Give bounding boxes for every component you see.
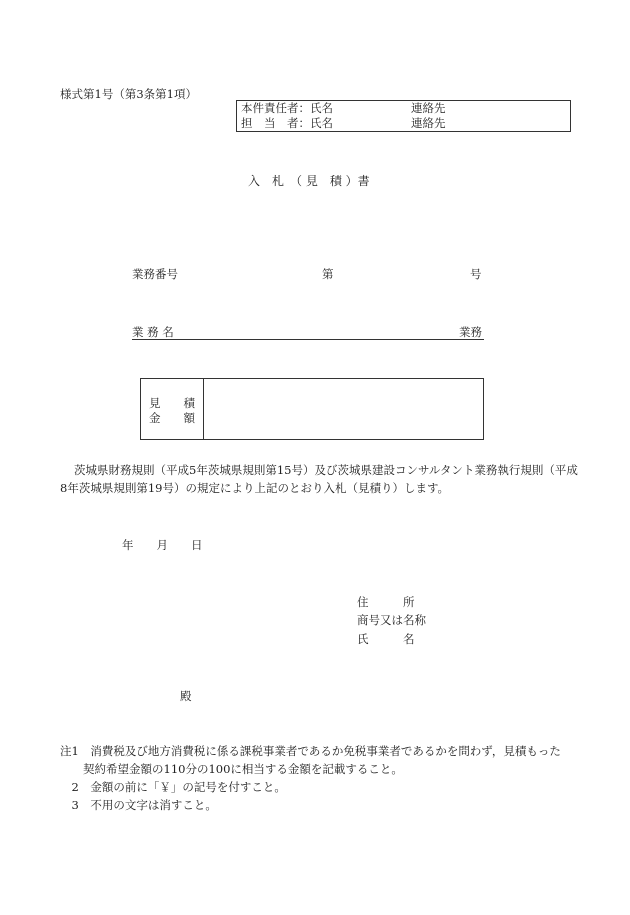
staff-contact-label: 連絡先 [411, 116, 446, 130]
form-number: 様式第1号（第3条第1項） [60, 87, 197, 101]
amount-divider [203, 379, 204, 439]
business-number-suffix: 号 [470, 267, 482, 281]
document-title: 入 札 （ 見 積 ）書 [248, 174, 370, 188]
note-line: 3 不用の文字は消すこと。 [60, 798, 217, 812]
note-line: 2 金額の前に「￥」の記号を付すこと。 [60, 780, 286, 794]
responsible-contact-label: 連絡先 [411, 101, 446, 115]
applicant-name-label: 氏 名 [357, 632, 415, 646]
responsible-name-label: 本件責任者：氏名 [241, 101, 333, 115]
amount-box [140, 378, 484, 440]
statement-paragraph [60, 461, 580, 497]
addressee-suffix: 殿 [180, 689, 192, 703]
business-number-label: 業務番号 [132, 267, 178, 281]
amount-label-line1: 見 積 [149, 396, 195, 410]
statement-text: 茨城県財務規則（平成5年茨城県規則第15号）及び茨城県建設コンサルタント業務執行規則（平成8年茨城県規則第19号）の規定により上記のとおり入札（見積り）します。 [60, 463, 578, 495]
contact-row-responsible [241, 101, 446, 116]
notes-section [60, 742, 600, 814]
business-name-suffix: 業務 [459, 325, 482, 339]
applicant-address-label: 住 所 [357, 595, 415, 609]
business-name-underline [132, 324, 484, 340]
note-line: 契約希望金額の110分の100に相当する金額を記載すること。 [60, 762, 403, 776]
staff-name-label: 担 当 者：氏名 [241, 116, 333, 130]
contact-box [236, 100, 571, 132]
contact-row-staff [241, 116, 446, 131]
note-line: 注1 消費税及び地方消費税に係る課税事業者であるか免税事業者であるかを問わず，見積もった [60, 744, 561, 758]
amount-label-line2: 金 額 [149, 411, 195, 425]
business-number-prefix: 第 [322, 267, 334, 281]
applicant-company-label: 商号又は名称 [357, 613, 426, 627]
date-line: 年 月 日 [122, 538, 203, 552]
business-name-label: 業 務 名 [132, 325, 174, 339]
